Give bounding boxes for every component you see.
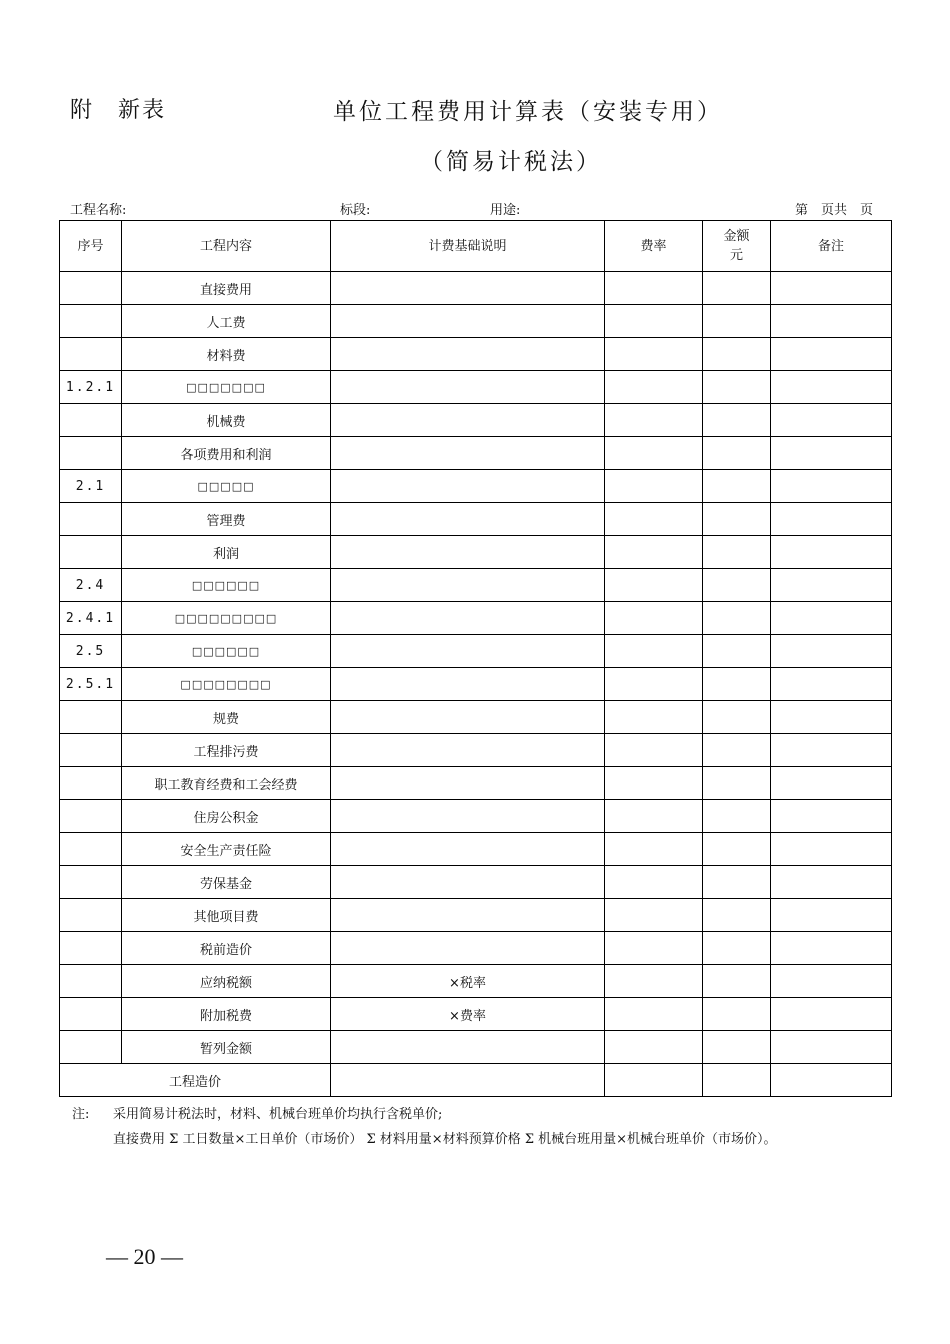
cell-content: □□□□□□□□ bbox=[122, 668, 331, 701]
cell-content: 各项费用和利润 bbox=[122, 437, 331, 470]
cell-content: 附加税费 bbox=[122, 998, 331, 1031]
column-header-rate: 费率 bbox=[605, 221, 703, 272]
cell-no bbox=[60, 404, 122, 437]
cell-note bbox=[771, 437, 892, 470]
cell-basis bbox=[331, 371, 605, 404]
cell-no bbox=[60, 1031, 122, 1064]
cell-basis bbox=[331, 932, 605, 965]
cell-basis bbox=[331, 899, 605, 932]
table-row bbox=[60, 734, 892, 767]
cell-content: □□□□□□□ bbox=[122, 371, 331, 404]
cell-amount bbox=[703, 635, 771, 668]
cell-amount bbox=[703, 833, 771, 866]
section-label: 标段: bbox=[340, 203, 371, 218]
table-row bbox=[60, 404, 892, 437]
cell-note bbox=[771, 668, 892, 701]
cell-basis bbox=[331, 470, 605, 503]
cell-basis bbox=[331, 866, 605, 899]
cell-amount bbox=[703, 437, 771, 470]
table-row bbox=[60, 932, 892, 965]
cell-content: 税前造价 bbox=[122, 932, 331, 965]
table-row bbox=[60, 668, 892, 701]
table-row bbox=[60, 338, 892, 371]
total-basis bbox=[331, 1064, 605, 1097]
cell-rate bbox=[605, 536, 703, 569]
table-row bbox=[60, 767, 892, 800]
cell-basis bbox=[331, 272, 605, 305]
cell-basis bbox=[331, 437, 605, 470]
cell-rate bbox=[605, 338, 703, 371]
table-row bbox=[60, 866, 892, 899]
cell-content: 规费 bbox=[122, 701, 331, 734]
cell-note bbox=[771, 305, 892, 338]
cell-content: 直接费用 bbox=[122, 272, 331, 305]
cell-note bbox=[771, 998, 892, 1031]
cell-basis bbox=[331, 734, 605, 767]
cell-rate bbox=[605, 734, 703, 767]
cell-amount bbox=[703, 536, 771, 569]
total-label: 工程造价 bbox=[60, 1064, 331, 1097]
cell-note bbox=[771, 503, 892, 536]
cell-no bbox=[60, 536, 122, 569]
page-count-label: 第 页共 页 bbox=[795, 203, 874, 218]
cell-note bbox=[771, 338, 892, 371]
cell-note bbox=[771, 734, 892, 767]
table-row bbox=[60, 965, 892, 998]
cell-basis bbox=[331, 536, 605, 569]
cell-amount bbox=[703, 998, 771, 1031]
cell-basis bbox=[331, 305, 605, 338]
cell-rate bbox=[605, 998, 703, 1031]
project-name-label: 工程名称: bbox=[70, 203, 127, 218]
cell-rate bbox=[605, 272, 703, 305]
cell-amount bbox=[703, 404, 771, 437]
column-header-content: 工程内容 bbox=[122, 221, 331, 272]
cell-basis bbox=[331, 701, 605, 734]
cell-amount bbox=[703, 800, 771, 833]
cell-rate bbox=[605, 767, 703, 800]
cell-note bbox=[771, 866, 892, 899]
cell-note bbox=[771, 932, 892, 965]
cell-content: 材料费 bbox=[122, 338, 331, 371]
cell-no: 2.1 bbox=[60, 470, 122, 503]
page-subtitle: （简易计税法） bbox=[420, 149, 602, 175]
table-row bbox=[60, 503, 892, 536]
cell-no bbox=[60, 998, 122, 1031]
cell-amount bbox=[703, 932, 771, 965]
cell-no bbox=[60, 734, 122, 767]
cell-no: 2.5 bbox=[60, 635, 122, 668]
column-header-basis: 计费基础说明 bbox=[331, 221, 605, 272]
cell-basis: ×费率 bbox=[331, 998, 605, 1031]
cell-rate bbox=[605, 569, 703, 602]
cell-no: 2.4 bbox=[60, 569, 122, 602]
cell-content: 劳保基金 bbox=[122, 866, 331, 899]
total-row bbox=[60, 1064, 892, 1097]
cell-rate bbox=[605, 701, 703, 734]
cell-content: 安全生产责任险 bbox=[122, 833, 331, 866]
cell-amount bbox=[703, 569, 771, 602]
cell-rate bbox=[605, 866, 703, 899]
cell-basis bbox=[331, 338, 605, 371]
cell-rate bbox=[605, 899, 703, 932]
cell-note bbox=[771, 701, 892, 734]
cell-content: 机械费 bbox=[122, 404, 331, 437]
annex-label: 附 新表 bbox=[70, 98, 167, 123]
cell-content: 其他项目费 bbox=[122, 899, 331, 932]
cell-amount bbox=[703, 338, 771, 371]
cell-note bbox=[771, 371, 892, 404]
cell-rate bbox=[605, 503, 703, 536]
cell-amount bbox=[703, 701, 771, 734]
column-header-amount: 金额 元 bbox=[703, 221, 771, 272]
cell-no: 1.2.1 bbox=[60, 371, 122, 404]
column-header-note: 备注 bbox=[771, 221, 892, 272]
cell-rate bbox=[605, 800, 703, 833]
cell-content: □□□□□□□□□ bbox=[122, 602, 331, 635]
cell-rate bbox=[605, 635, 703, 668]
notes-line-2: 直接费用 Σ 工日数量×工日单价（市场价） Σ 材料用量×材料预算价格 Σ 机械台班用量×机械台班单价（市场价）。 bbox=[113, 1132, 777, 1147]
cell-note bbox=[771, 272, 892, 305]
cell-content: 利润 bbox=[122, 536, 331, 569]
cell-note bbox=[771, 569, 892, 602]
cell-basis: ×税率 bbox=[331, 965, 605, 998]
cell-content: 应纳税额 bbox=[122, 965, 331, 998]
cell-basis bbox=[331, 668, 605, 701]
cell-content: 人工费 bbox=[122, 305, 331, 338]
cell-no bbox=[60, 437, 122, 470]
cell-note bbox=[771, 602, 892, 635]
table-row bbox=[60, 437, 892, 470]
cell-content: □□□□□□ bbox=[122, 635, 331, 668]
table-row bbox=[60, 1031, 892, 1064]
cell-note bbox=[771, 1031, 892, 1064]
cell-note bbox=[771, 635, 892, 668]
table-row bbox=[60, 536, 892, 569]
table-row bbox=[60, 800, 892, 833]
total-note bbox=[771, 1064, 892, 1097]
cell-no bbox=[60, 767, 122, 800]
cell-note bbox=[771, 965, 892, 998]
cell-no bbox=[60, 965, 122, 998]
cell-basis bbox=[331, 833, 605, 866]
cell-basis bbox=[331, 767, 605, 800]
cell-note bbox=[771, 470, 892, 503]
cell-amount bbox=[703, 602, 771, 635]
cell-content: 职工教育经费和工会经费 bbox=[122, 767, 331, 800]
cell-rate bbox=[605, 404, 703, 437]
cell-no bbox=[60, 866, 122, 899]
cell-amount bbox=[703, 371, 771, 404]
cell-note bbox=[771, 800, 892, 833]
cell-amount bbox=[703, 866, 771, 899]
total-rate bbox=[605, 1064, 703, 1097]
cell-no: 2.4.1 bbox=[60, 602, 122, 635]
cell-note bbox=[771, 536, 892, 569]
fee-calculation-table bbox=[59, 220, 892, 1097]
cell-no bbox=[60, 305, 122, 338]
cell-no bbox=[60, 272, 122, 305]
cell-basis bbox=[331, 569, 605, 602]
cell-no bbox=[60, 899, 122, 932]
cell-rate bbox=[605, 437, 703, 470]
table-row bbox=[60, 899, 892, 932]
cell-amount bbox=[703, 965, 771, 998]
page-title: 单位工程费用计算表（安装专用） bbox=[333, 99, 723, 125]
cell-amount bbox=[703, 734, 771, 767]
table-row bbox=[60, 701, 892, 734]
cell-note bbox=[771, 899, 892, 932]
table-row bbox=[60, 569, 892, 602]
table-row bbox=[60, 371, 892, 404]
cell-note bbox=[771, 767, 892, 800]
table-row bbox=[60, 833, 892, 866]
total-amount bbox=[703, 1064, 771, 1097]
notes-prefix: 注: bbox=[72, 1107, 90, 1122]
cell-rate bbox=[605, 668, 703, 701]
cell-rate bbox=[605, 305, 703, 338]
purpose-label: 用途: bbox=[490, 203, 521, 218]
cell-rate bbox=[605, 833, 703, 866]
cell-rate bbox=[605, 1031, 703, 1064]
cell-amount bbox=[703, 1031, 771, 1064]
cell-basis bbox=[331, 800, 605, 833]
cell-amount bbox=[703, 470, 771, 503]
table-row bbox=[60, 635, 892, 668]
notes-line-1: 采用简易计税法时，材料、机械台班单价均执行含税单价; bbox=[113, 1107, 443, 1122]
cell-rate bbox=[605, 602, 703, 635]
cell-rate bbox=[605, 932, 703, 965]
cell-content: 住房公积金 bbox=[122, 800, 331, 833]
table-header-row bbox=[60, 221, 892, 272]
cell-content: 管理费 bbox=[122, 503, 331, 536]
cell-no bbox=[60, 701, 122, 734]
cell-basis bbox=[331, 1031, 605, 1064]
cell-basis bbox=[331, 503, 605, 536]
table-row bbox=[60, 272, 892, 305]
cell-amount bbox=[703, 503, 771, 536]
table-row bbox=[60, 305, 892, 338]
table-row bbox=[60, 470, 892, 503]
cell-basis bbox=[331, 602, 605, 635]
cell-content: □□□□□ bbox=[122, 470, 331, 503]
table-row bbox=[60, 998, 892, 1031]
table-row bbox=[60, 602, 892, 635]
cell-content: 工程排污费 bbox=[122, 734, 331, 767]
cell-basis bbox=[331, 635, 605, 668]
cell-note bbox=[771, 833, 892, 866]
cell-rate bbox=[605, 965, 703, 998]
cell-rate bbox=[605, 371, 703, 404]
cell-no bbox=[60, 833, 122, 866]
cell-no bbox=[60, 800, 122, 833]
page-number: — 20 — bbox=[106, 1244, 183, 1269]
cell-no bbox=[60, 338, 122, 371]
column-header-no: 序号 bbox=[60, 221, 122, 272]
cell-amount bbox=[703, 767, 771, 800]
cell-note bbox=[771, 404, 892, 437]
cell-basis bbox=[331, 404, 605, 437]
cell-no bbox=[60, 932, 122, 965]
cell-rate bbox=[605, 470, 703, 503]
cell-no: 2.5.1 bbox=[60, 668, 122, 701]
cell-amount bbox=[703, 305, 771, 338]
cell-amount bbox=[703, 668, 771, 701]
cell-content: 暂列金额 bbox=[122, 1031, 331, 1064]
cell-no bbox=[60, 503, 122, 536]
cell-amount bbox=[703, 272, 771, 305]
cell-amount bbox=[703, 899, 771, 932]
cell-content: □□□□□□ bbox=[122, 569, 331, 602]
